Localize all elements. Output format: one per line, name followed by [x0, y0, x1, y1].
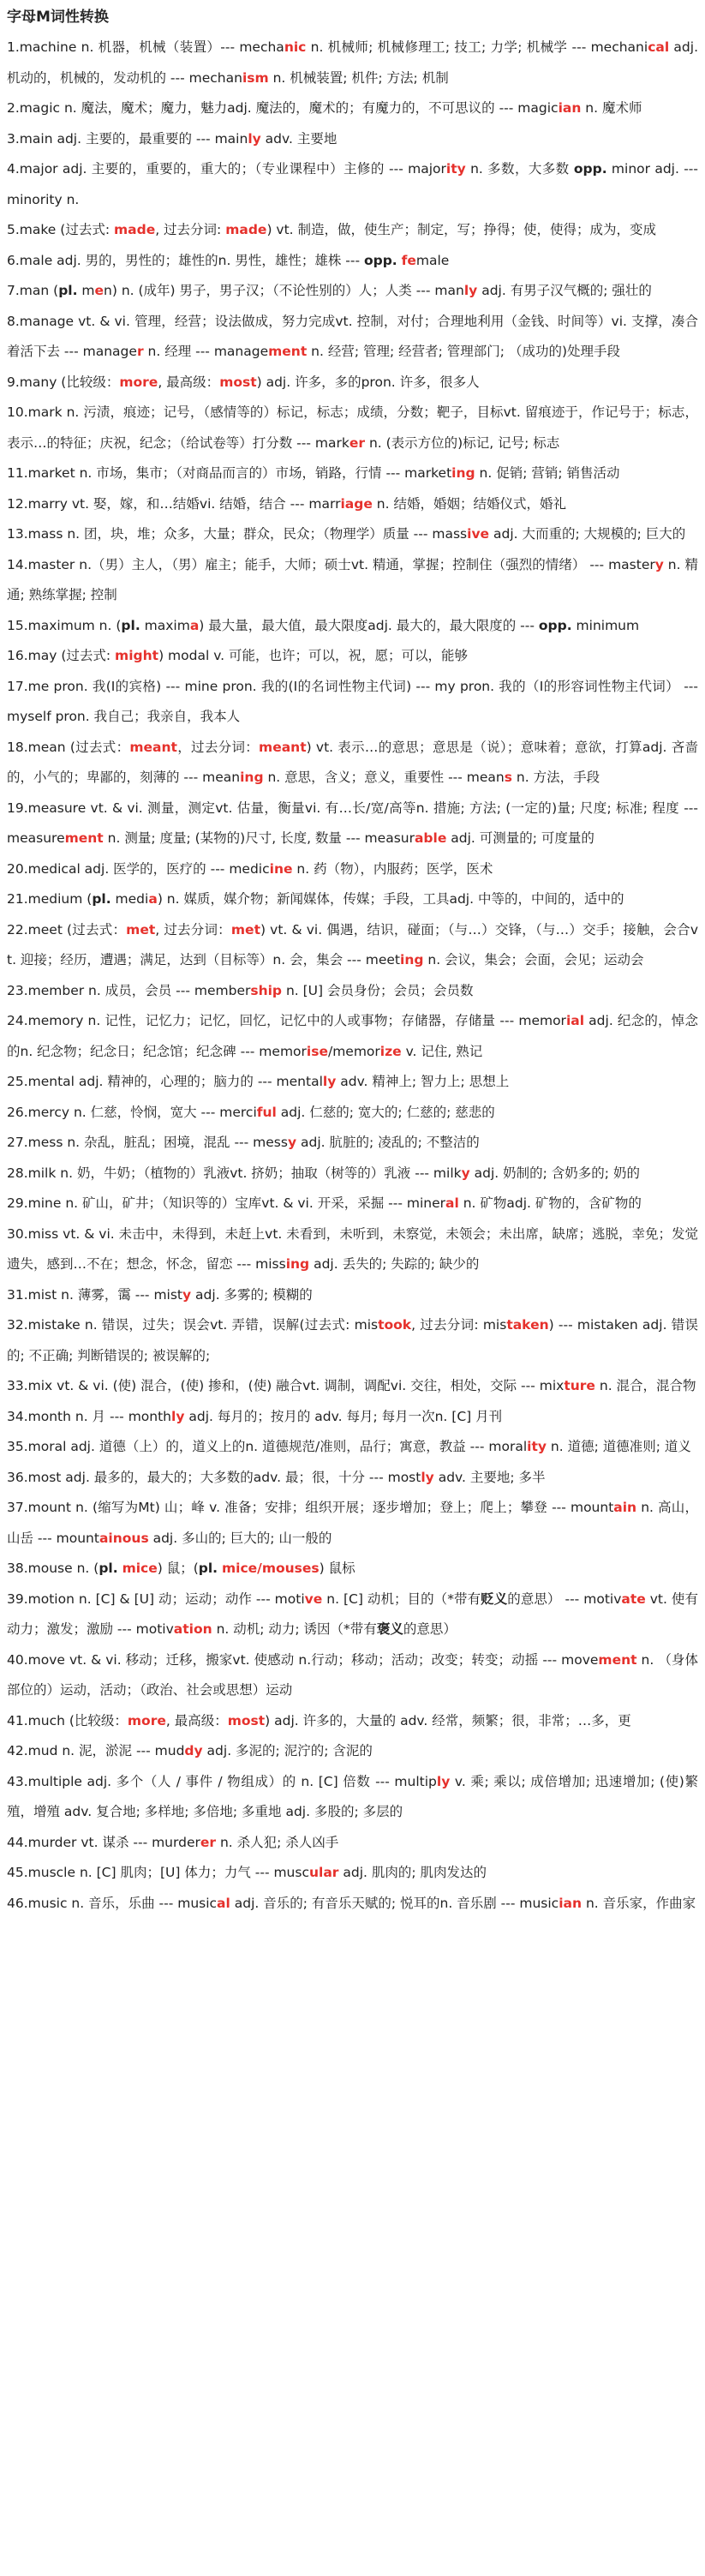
entry-23 [7, 976, 698, 1007]
entry-text: n. 测量; 度量; (某物的)尺寸, 长度, 数量 --- measur [103, 830, 415, 846]
bold-label: pl. [198, 1561, 218, 1576]
highlighted-suffix: ize [379, 1043, 402, 1059]
highlighted-suffix: y [287, 1135, 297, 1150]
entry-31 [7, 1280, 698, 1311]
highlighted-suffix: iage [340, 495, 373, 512]
highlighted-suffix: ity [445, 161, 466, 177]
entry-text: 23.member n. 成员，会员 --- member [7, 982, 251, 998]
entry-24 [7, 1006, 698, 1067]
highlighted-suffix: a [189, 617, 200, 633]
highlighted-suffix: nic [284, 39, 307, 55]
entry-text: n. 经理 --- manage [143, 344, 269, 359]
entry-text: m [77, 283, 95, 298]
bold-label: opp. [573, 161, 607, 177]
entry-text: adj. 机动的，机械的，发动机的 --- mechan [7, 39, 698, 86]
highlighted-suffix: ful [256, 1104, 277, 1120]
highlighted-suffix: y [461, 1165, 470, 1181]
highlighted-suffix: er [349, 434, 366, 451]
highlighted-suffix: ment [64, 830, 104, 846]
highlighted-suffix: ian [559, 1895, 583, 1911]
entry-text: 24.memory n. 记性，记忆力；记忆，回忆，记忆中的人或事物；存储器，存储量 --- memor [7, 1013, 566, 1028]
entry-28 [7, 1159, 698, 1189]
entry-2 [7, 93, 698, 124]
entry-text: , 最高级： [165, 1712, 228, 1728]
entry-text: , 最高级： [158, 374, 220, 390]
entry-text: 5.make (过去式: [7, 222, 114, 237]
entry-text: 16.may (过去式: [7, 648, 116, 663]
entry-text: 43.multiple adj. 多个（人 / 事件 / 物组成）的 n. [C] 倍数 --- multip [7, 1773, 437, 1789]
entry-text: adj. 多泥的; 泥泞的; 含泥的 [202, 1743, 373, 1758]
highlighted-suffix: met [126, 921, 156, 938]
entry-text: /memor [327, 1043, 380, 1059]
highlighted-suffix: r [136, 344, 144, 359]
highlighted-suffix: e [94, 283, 105, 298]
entry-text: n. 意思，含义；意义，重要性 --- mean [263, 770, 505, 785]
entry-13 [7, 519, 698, 550]
highlighted-suffix: ship [250, 982, 283, 998]
entry-41 [7, 1706, 698, 1737]
entry-text: ) n. 媒质，媒介物；新闻媒体，传媒；手段，工具adj. 中等的，中间的，适中的 [157, 891, 624, 907]
entry-text: adv. 主要地 [260, 130, 338, 147]
entry-14 [7, 550, 698, 611]
entry-text: ) vt. 表示…的意思；意思是（说）；意味着；意欲，打算adj. 吝啬的，小气的；卑鄙的，刻薄的 --- mean [7, 739, 698, 785]
highlighted-suffix: er [200, 1834, 217, 1850]
bold-label: pl. [121, 617, 140, 633]
entry-text: minimum [571, 617, 640, 633]
entry-21 [7, 884, 698, 915]
entry-text: ) 最大量，最大值，最大限度adj. 最大的，最大限度的 --- [199, 617, 539, 633]
entry-text: v. 乘; 乘以; 成倍增加; 迅速增加; (使)繁殖，增殖 adv. 复合地; 多样地; 多倍地; 多重地 adj. 多股的; 多层的 [7, 1773, 698, 1819]
entry-text: 28.milk n. 奶，牛奶；（植物的）乳液vt. 挤奶；抽取（树等的）乳液 --- milk [7, 1165, 462, 1181]
entry-text: adj. 有男子汉气概的; 强壮的 [477, 283, 652, 298]
entry-text: 41.much (比较级： [7, 1712, 128, 1728]
entry-text: 46.music n. 音乐，乐曲 --- music [7, 1895, 218, 1911]
highlighted-suffix: a [148, 891, 158, 907]
entry-12 [7, 489, 698, 520]
entry-text: n. [C] 动机；目的（*带有 [322, 1591, 481, 1607]
entry-text: 33.mix vt. & vi. (使) 混合，(使) 掺和，(使) 融合vt. 调制，调配vi. 交往，相处，交际 --- mix [7, 1378, 565, 1393]
highlighted-suffix: most [219, 374, 257, 390]
highlighted-suffix: ian [558, 100, 582, 116]
highlighted-suffix: ity [527, 1439, 547, 1454]
entry-16 [7, 641, 698, 672]
entry-text: 17.me pron. 我(I的宾格) --- mine pron. 我的(I的名词性物主代词) --- my pron. 我的（I的形容词性物主代词） --- myself pron. 我自己；我亲自，我本人 [7, 678, 698, 724]
highlighted-suffix: meant [129, 739, 177, 755]
entry-19 [7, 794, 698, 854]
entry-text: adj. 多山的; 巨大的; 山一般的 [148, 1530, 332, 1546]
highlighted-suffix: ise [306, 1043, 328, 1059]
entry-text: ) 鼠；( [157, 1561, 199, 1576]
entry-43 [7, 1767, 698, 1828]
entry-text: 13.mass n. 团，块，堆；众多，大量；群众，民众；（物理学）质量 --- mass [7, 526, 468, 542]
entry-text: , 过去分词: mis [411, 1317, 507, 1333]
entry-text: n. 结婚，婚姻；结婚仪式，婚礼 [372, 495, 566, 512]
entry-text: n. (表示方位的)标记, 记号; 标志 [365, 434, 560, 451]
entry-42 [7, 1736, 698, 1767]
entry-text: adj. 丢失的; 失踪的; 缺少的 [309, 1256, 480, 1272]
entry-text: adj. 音乐的; 有音乐天赋的; 悦耳的n. 音乐剧 --- music [230, 1895, 559, 1911]
highlighted-suffix: ve [304, 1591, 323, 1607]
entry-5 [7, 215, 698, 246]
entry-text: n. 魔术师 [581, 100, 642, 116]
entry-text: n) n. (成年) 男子，男子汉；（不论性别的）人；人类 --- man [104, 283, 464, 298]
entry-text: 27.mess n. 杂乱，脏乱；困境，混乱 --- mess [7, 1135, 288, 1150]
entry-text: adj. 每月的；按月的 adv. 每月; 每月一次n. [C] 月刊 [184, 1408, 503, 1424]
entry-text: adj. 纪念的，悼念的n. 纪念物；纪念日；纪念馆；纪念碑 --- memor [7, 1013, 698, 1059]
entry-39 [7, 1585, 698, 1645]
entry-6 [7, 246, 698, 277]
entry-33 [7, 1371, 698, 1402]
entry-text: medi [111, 891, 149, 907]
entry-29 [7, 1189, 698, 1219]
entry-30 [7, 1219, 698, 1280]
entry-text: ) 鼠标 [319, 1561, 355, 1576]
highlighted-suffix: took [378, 1317, 412, 1333]
entry-text: n. 音乐家，作曲家 [582, 1895, 696, 1911]
entry-text: ) adj. 许多的，大量的 adv. 经常，频繁；很，非常；…多，更 [265, 1712, 631, 1728]
entry-22 [7, 915, 698, 976]
bold-label: 褒义 [376, 1621, 403, 1637]
highlighted-suffix: ly [171, 1408, 185, 1424]
highlighted-suffix: ive [467, 526, 490, 542]
entry-text: n. 高山，山岳 --- mount [7, 1500, 698, 1546]
entry-45 [7, 1858, 698, 1889]
entry-text: n. 混合，混合物 [594, 1378, 696, 1393]
highlighted-suffix: made [225, 222, 267, 237]
highlighted-suffix: ly [248, 130, 261, 147]
entry-text: 35.moral adj. 道德（上）的，道义上的n. 道德规范/准则，品行；寓意，教益 --- moral [7, 1439, 528, 1454]
entry-list [7, 33, 698, 1919]
highlighted-suffix: ation [173, 1621, 212, 1637]
entry-40 [7, 1645, 698, 1706]
highlighted-suffix: y [182, 1286, 192, 1303]
entry-46 [7, 1889, 698, 1920]
highlighted-suffix: ain [613, 1500, 637, 1515]
highlighted-suffix: might [115, 648, 159, 663]
entry-text: 40.move vt. & vi. 移动；迁移，搬家vt. 使感动 n.行动；移动；活动；改变；转变；动摇 --- move [7, 1651, 599, 1668]
bold-label: pl. [58, 283, 78, 298]
entry-35 [7, 1432, 698, 1463]
highlighted-suffix: al [445, 1195, 459, 1211]
entry-text: adj. 仁慈的; 宽大的; 仁慈的; 慈悲的 [276, 1104, 495, 1120]
highlighted-suffix: ial [565, 1013, 585, 1028]
entry-text: 42.mud n. 泥，淤泥 --- mud [7, 1743, 185, 1758]
highlighted-suffix: more [127, 1712, 166, 1728]
highlighted-suffix: ture [564, 1378, 595, 1393]
entry-25 [7, 1067, 698, 1098]
entry-text: vt. 使有动力；激发；激励 --- motiv [7, 1591, 698, 1637]
entry-text: 34.month n. 月 --- month [7, 1408, 172, 1424]
highlighted-suffix: cal [648, 39, 670, 55]
bold-label: opp. [363, 252, 397, 268]
highlighted-suffix: ly [463, 283, 478, 298]
entry-text: n. 机械师; 机械修理工; 技工; 力学; 机械学 --- mechani [306, 39, 648, 55]
entry-text: 15.maximum n. ( [7, 617, 122, 633]
highlighted-suffix: ing [400, 952, 424, 967]
entry-text: adj. 肌肉的; 肌肉发达的 [338, 1865, 487, 1880]
entry-text: n. 药（物），内服药；医学，医术 [292, 860, 493, 877]
entry-text: 25.mental adj. 精神的，心理的；脑力的 --- mental [7, 1074, 323, 1089]
entry-text: 20.medical adj. 医学的，医疗的 --- medic [7, 860, 270, 877]
entry-8 [7, 307, 698, 368]
entry-text: 21.medium ( [7, 891, 93, 907]
entry-text: adv. 精神上; 智力上; 思想上 [336, 1074, 510, 1089]
entry-20 [7, 854, 698, 885]
highlighted-suffix: taken [506, 1317, 549, 1333]
entry-text: 12.marry vt. 娶，嫁，和…结婚vi. 结婚，结合 --- marr [7, 495, 341, 512]
highlighted-suffix: dy [184, 1743, 203, 1758]
entry-text: n. 机械装置; 机件; 方法; 机制 [268, 69, 449, 86]
entry-text: 4.major adj. 主要的，重要的，重大的；（专业课程中）主修的 --- major [7, 161, 446, 177]
entry-text: 37.mount n. (缩写为Mt) 山；峰 v. 准备；安排；组织开展；逐步增加；登上；爬上；攀登 --- mount [7, 1500, 614, 1515]
bold-label: pl. [99, 1561, 118, 1576]
entry-7 [7, 276, 698, 307]
bold-label: pl. [92, 891, 111, 907]
highlighted-suffix: mice/mouses [222, 1561, 320, 1576]
entry-1 [7, 33, 698, 93]
entry-15 [7, 611, 698, 642]
entry-text: v. 记住, 熟记 [401, 1043, 483, 1059]
highlighted-suffix: ainous [99, 1530, 149, 1546]
highlighted-suffix: ing [240, 770, 264, 785]
entry-text: adv. 主要地; 多半 [433, 1469, 546, 1485]
highlighted-suffix: ment [598, 1651, 637, 1668]
entry-text: adj. 奶制的; 含奶多的; 奶的 [469, 1165, 640, 1181]
entry-3 [7, 124, 698, 155]
entry-36 [7, 1463, 698, 1494]
entry-text: , 过去分词: [155, 222, 226, 237]
entry-text: 38.mouse n. ( [7, 1561, 99, 1576]
entry-text: n. 动机; 动力; 诱因（*带有 [212, 1621, 377, 1637]
entry-44 [7, 1828, 698, 1859]
entry-text: 44.murder vt. 谋杀 --- murder [7, 1834, 200, 1850]
entry-4 [7, 154, 698, 215]
entry-text: ) modal v. 可能，也许；可以，祝，愿；可以，能够 [158, 648, 469, 663]
entry-text: 14.master n.（男）主人，（男）雇主；能手，大师；硕士vt. 精通，掌握；控制住（强烈的情绪） --- master [7, 556, 655, 572]
entry-text: 2.magic n. 魔法，魔术；魔力，魅力adj. 魔法的，魔术的；有魔力的，不可思议的 --- magic [7, 100, 559, 116]
highlighted-suffix: mice [122, 1561, 158, 1576]
entry-text: ) vt. 制造，做，使生产；制定，写；挣得；使，使得；成为，变成 [266, 222, 657, 237]
entry-text: 26.mercy n. 仁慈，怜悯，宽大 --- merci [7, 1104, 257, 1120]
entry-26 [7, 1098, 698, 1129]
entry-text: adj. 大而重的; 大规模的; 巨大的 [489, 526, 686, 542]
highlighted-suffix: ly [421, 1469, 434, 1485]
entry-text: 31.mist n. 薄雾，霭 --- mist [7, 1286, 183, 1303]
entry-32 [7, 1310, 698, 1371]
entry-text: ) vt. & vi. 偶遇，结识，碰面；（与…）交锋，（与…）交手；接触，会合vt. 迎接；经历，遭遇；满足，达到（目标等）n. 会，集会 --- meet [7, 921, 698, 967]
entry-text: n. 精通; 熟练掌握; 控制 [7, 556, 699, 602]
highlighted-suffix: ine [269, 860, 293, 877]
entry-text: n. （身体部位的）运动，活动；（政治、社会或思想）运动 [7, 1651, 699, 1698]
entry-text: n. 方法，手段 [511, 770, 600, 785]
entry-18 [7, 733, 698, 794]
entry-10 [7, 398, 698, 458]
entry-text: 45.muscle n. [C] 肌肉；[U] 体力；力气 --- musc [7, 1865, 309, 1880]
highlighted-suffix: ate [621, 1591, 646, 1607]
entry-text: 30.miss vt. & vi. 未击中，未得到，未赶上vt. 未看到，未听到，未察觉，未领会；未出席，缺席；逃脱，幸免；发觉遗失，感到…不在；想念，怀念，留恋 --- miss [7, 1225, 698, 1272]
entry-text: 29.mine n. 矿山，矿井；（知识等的）宝库vt. & vi. 开采，采掘 --- miner [7, 1195, 445, 1211]
bold-label: 贬义 [481, 1591, 508, 1607]
highlighted-suffix: ly [436, 1773, 451, 1789]
entry-text: ) adj. 许多，多的pron. 许多，很多人 [256, 374, 480, 390]
entry-text: 32.mistake n. 错误，过失；误会vt. 弄错，误解(过去式: mis [7, 1317, 379, 1333]
page-title: 字母M词性转换 [7, 9, 109, 26]
entry-text: n. 道德; 道德准则; 道义 [546, 1439, 691, 1454]
highlighted-suffix: fe [401, 252, 416, 268]
highlighted-suffix: ing [451, 465, 475, 481]
highlighted-suffix: made [113, 222, 156, 237]
entry-27 [7, 1128, 698, 1159]
entry-text: 3.main adj. 主要的，最重要的 --- main [7, 130, 248, 147]
entry-text: n. 经营; 管理; 经营者; 管理部门; （成功的)处理手段 [307, 344, 620, 359]
entry-text: 39.motion n. [C] & [U] 动；运动；动作 --- moti [7, 1591, 305, 1607]
entry-text: n. 矿物adj. 矿物的，含矿物的 [458, 1195, 642, 1211]
entry-9 [7, 368, 698, 398]
entry-text: 36.most adj. 最多的，最大的；大多数的adv. 最；很，十分 --- most [7, 1469, 421, 1485]
entry-text: 7.man ( [7, 283, 59, 298]
highlighted-suffix: al [217, 1895, 230, 1911]
entry-text: 19.measure vt. & vi. 测量，测定vt. 估量，衡量vi. 有…长/宽/高等n. 措施; 方法; (一定的)量; 尺度; 标准; 程度 --- measure [7, 800, 698, 846]
entry-text: ，过去分词： [176, 739, 260, 755]
highlighted-suffix: ing [285, 1256, 310, 1272]
entry-text: maxim [140, 617, 190, 633]
bold-label: opp. [538, 617, 572, 633]
entry-text: 8.manage vt. & vi. 管理，经营；设法做成，努力完成vt. 控制，对付；合理地利用（金钱、时间等）vi. 支撑，凑合着活下去 --- manage [7, 313, 698, 359]
entry-34 [7, 1402, 698, 1433]
entry-text: 的意思） [403, 1621, 457, 1637]
highlighted-suffix: more [119, 374, 158, 390]
entry-text: adj. 可测量的; 可度量的 [446, 830, 594, 846]
entry-text: 9.many (比较级： [7, 374, 120, 390]
highlighted-suffix: ly [322, 1074, 337, 1089]
entry-text: n. 杀人犯; 杀人凶手 [216, 1834, 339, 1850]
entry-text: 的意思） --- motiv [507, 1591, 622, 1607]
entry-text: 10.mark n. 污渍，痕迹；记号，（感情等的）标记，标志；成绩，分数；靶子，目标vt. 留痕迹于，作记号于；标志，表示…的特征；庆祝，纪念；（给试卷等）打分数 --- mark [7, 404, 698, 451]
entry-text: adj. 肮脏的; 凌乱的; 不整洁的 [296, 1135, 480, 1150]
highlighted-suffix: able [414, 830, 447, 846]
highlighted-suffix: met [230, 921, 260, 938]
highlighted-suffix: ular [308, 1865, 339, 1880]
highlighted-suffix: ism [242, 69, 269, 86]
entry-text: 22.meet (过去式： [7, 921, 127, 938]
entry-17 [7, 672, 698, 733]
entry-text: n. [U] 会员身份；会员；会员数 [282, 982, 474, 998]
entry-text: ) --- mistaken adj. 错误的; 不正确; 判断错误的; 被误解的; [7, 1317, 699, 1363]
entry-text: , 过去分词： [155, 921, 231, 938]
highlighted-suffix: s [504, 770, 512, 785]
entry-text: n. 多数，大多数 [465, 161, 574, 177]
highlighted-suffix: ment [268, 344, 308, 359]
entry-11 [7, 458, 698, 489]
entry-text: male [415, 252, 450, 268]
highlighted-suffix: y [654, 556, 664, 572]
entry-text: n. 会议，集会；会面，会见；运动会 [423, 952, 644, 967]
entry-text: 11.market n. 市场，集市；（对商品而言的）市场，销路，行情 --- market [7, 465, 452, 481]
entry-text: 18.mean (过去式： [7, 739, 130, 755]
highlighted-suffix: meant [259, 739, 307, 755]
highlighted-suffix: most [227, 1712, 266, 1728]
entry-text: minor adj. --- minority n. [7, 161, 698, 207]
entry-text: 6.male adj. 男的，男性的；雄性的n. 男性，雄性；雄株 --- [7, 252, 364, 268]
entry-37 [7, 1493, 698, 1554]
entry-38 [7, 1554, 698, 1585]
entry-text: adj. 多雾的; 模糊的 [191, 1286, 313, 1303]
entry-text: n. 促销; 营销; 销售活动 [475, 465, 620, 481]
entry-text: 1.machine n. 机器，机械（装置）--- mecha [7, 39, 284, 55]
